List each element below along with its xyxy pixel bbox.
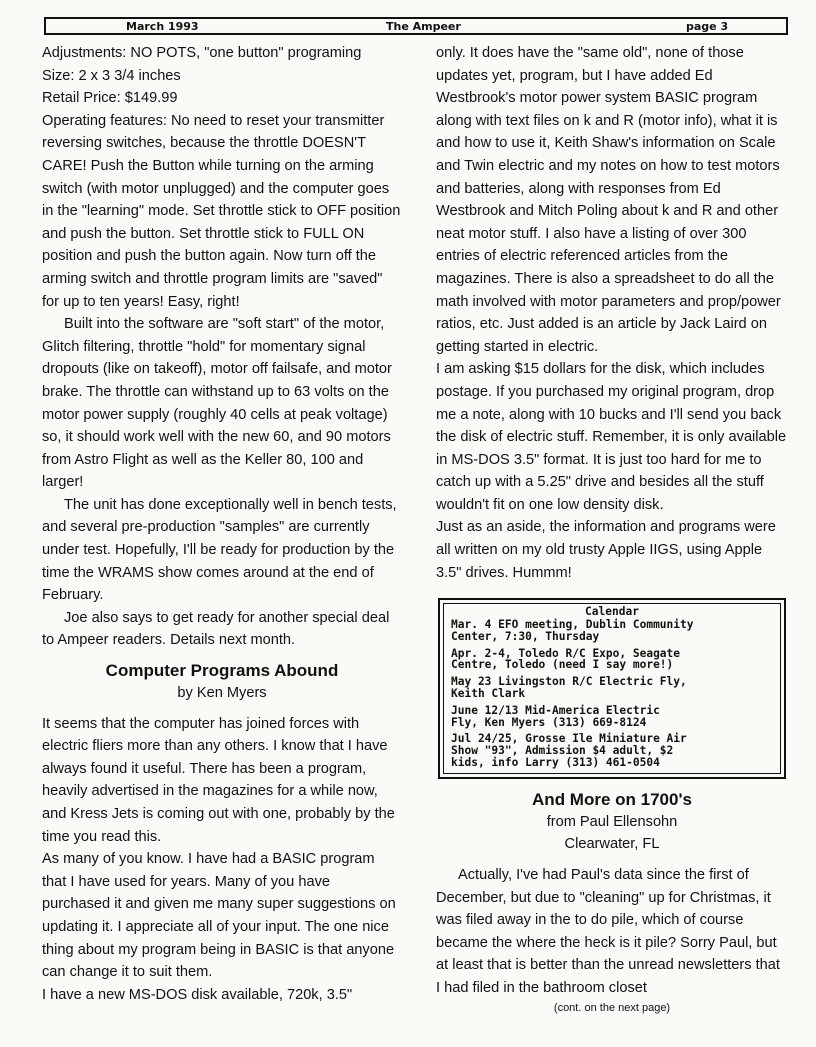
header-date: March 1993 [126,20,199,33]
disk-contents-paragraph: only. It does have the "same old", none of those updates yet, program, but I have added Ed Westbrook's motor power system BASIC program along with text files on k and R (motor info), what it is and how to use it, Keith Shaw's information on Scale and Twin electric and my notes on how to test motors and batteries, along with responses from Ed Westbrook and Mitch Poling about k and R and other neat motor stuff. I also have a listing of over 300 entries of electric referenced articles from the magazines. There is also a spreadsheet to do all the math involved with motor parameters and prop/power ratios, etc. Just added is an article by Jack Laird on getting started in electric. [436,45,781,355]
pauls-data-paragraph: Actually, I've had Paul's data since the first of December, but due to "cleaning" up for Christmas, it was filed away in the to do pile, which of course became the where the heck is it pile? Sorry Paul, but at least that is better than the unread newsletters that I had filed in the bathroom closet [436,867,780,996]
special-deal-paragraph: Joe also says to get ready for another special deal to Ampeer readers. Details next month. [42,609,390,649]
calendar-entry: Mar. 4 EFO meeting, Dublin Community Center, 7:30, Thursday [451,618,694,643]
apple-aside-paragraph: Just as an aside, the information and programs were all written on my old trusty Apple IIGS, using Apple 3.5" drives. Hummm! [436,519,776,581]
calendar-entry: Apr. 2-4, Toledo R/C Expo, Seagate Centre, Toledo (need I say more!) [451,646,681,672]
spec-size: Size: 2 x 3 3/4 inches [42,67,181,84]
operating-features-paragraph: Operating features: No need to reset your transmitter reversing switches, because the throttle DOESN'T CARE! Push the Button while turning on the arming switch (with motor unplugged) and the computer goes in the "learning" mode. Set throttle stick to OFF position and push the button. Set throttle stick to FULL ON position and push the button again. Now turn off the arming switch and throttle program limits are "saved" for up to ten years! Easy, right! [42,112,401,310]
article-location: Clearwater, FL [564,836,660,853]
article-heading: Computer Programs Abound [105,661,339,681]
calendar-box [438,598,786,779]
calendar-entry: June 12/13 Mid-America Electric Fly, Ken Myers (313) 669-8124 [451,703,660,729]
article-byline: by Ken Myers [177,685,267,702]
software-paragraph: Built into the software are "soft start" of the motor, Glitch filtering, throttle "hold" for momentary signal dropouts (like on takeoff), motor off failsafe, and motor brake. The throttle can withstand up to 63 volts on the motor power supply (roughly 40 cells at peak voltage) so, it should work well with the new 60, and 90 motors from Astro Flight as well as the Keller 80, 100 and larger! [42,316,392,491]
tests-paragraph: The unit has done exceptionally well in bench tests, and several pre-production "samples" are currently under test. Hopefully, I'll be ready for production by the time the WRAMS show comes around at the end of February. [42,496,397,604]
spec-adjustments: Adjustments: NO POTS, "one button" programing [42,45,362,61]
disk-price-paragraph: I am asking $15 dollars for the disk, which includes postage. If you purchased my original program, drop me a note, along with 10 bucks and I'll send you back the disk of electric stuff. Remember, it is only available in MS-DOS 3.5" format. It is just too hard for me to catch up with a 5.25" drive and besides all the stuff wouldn't fit on one low density disk. [436,361,787,513]
calendar-entry: May 23 Livingston R/C Electric Fly, Keith Clark [451,675,687,701]
article-byline: from Paul Ellensohn [546,813,678,830]
msdos-disk-paragraph: I have a new MS-DOS disk available, 720k, 3.5" [42,986,353,1003]
calendar-entry: Jul 24/25, Grosse Ile Miniature Air Show "93", Admission $4 adult, $2 kids, info Larry (313) 461-0504 [451,732,687,770]
calendar-inner [443,603,781,774]
article-heading: And More on 1700's [532,789,692,809]
calendar-title: Calendar [585,605,639,619]
header-page-number: page 3 [686,20,729,33]
continued-note: (cont. on the next page) [553,1001,671,1014]
computer-paragraph: It seems that the computer has joined forces with electric fliers more than any others. I know that I have always found it useful. There has been a program, heavily advertised in the magazines for a while now, and Kress Jets is coming out with one, probably by the time you read this. [42,715,395,845]
basic-program-paragraph: As many of you know. I have had a BASIC program that I have used for years. Many of you have purchased it and given me many super suggestions on updating it. I appreciate all of your input. The one nice thing about my program being in BASIC is that anyone can change it to suit them. [42,851,396,981]
left-column [42,42,402,1006]
header-title: The Ampeer [386,20,461,33]
right-column [436,42,788,1016]
page-header [44,17,788,35]
spec-price: Retail Price: $149.99 [42,90,178,107]
